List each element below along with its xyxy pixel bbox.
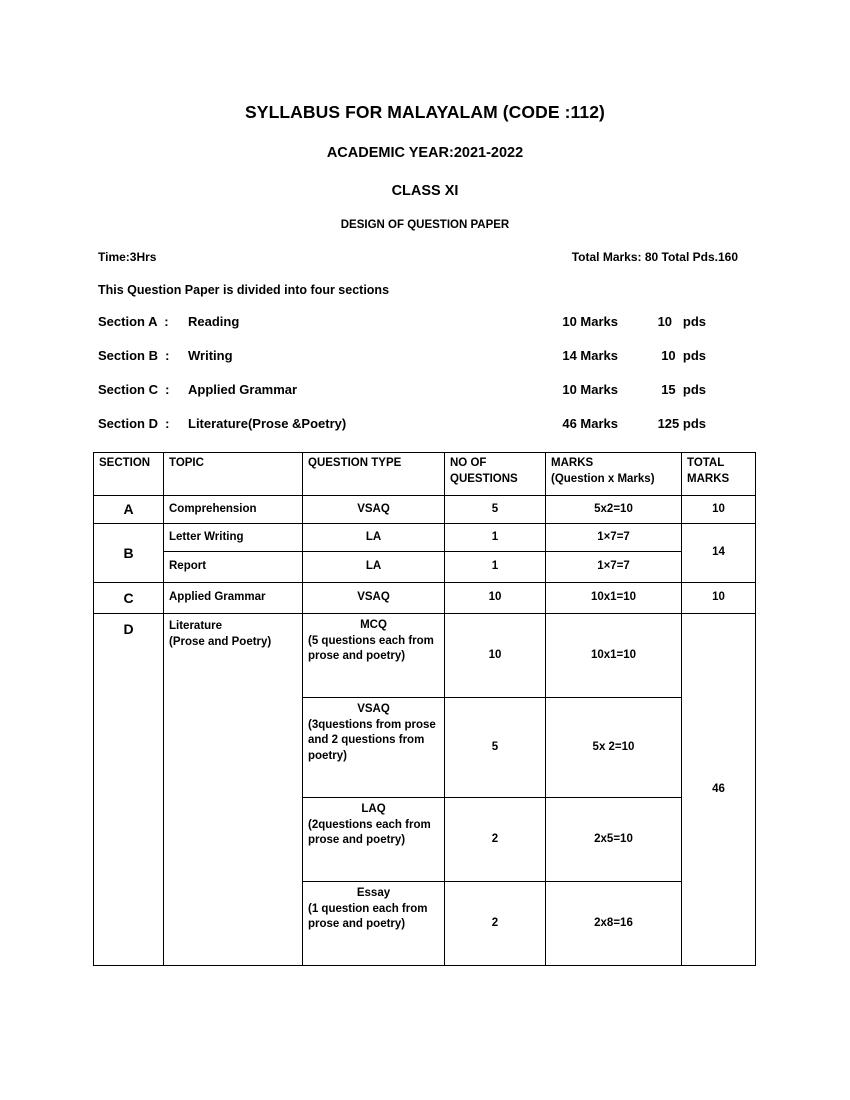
section-marks: 46 Marks: [562, 416, 618, 431]
cell-no-of-questions: 5: [445, 698, 546, 798]
header-question-type: QUESTION TYPE: [303, 453, 445, 496]
question-type-name: Essay: [356, 887, 391, 899]
section-topic: Reading: [188, 314, 240, 329]
cell-marks: 1×7=7: [546, 552, 682, 583]
cell-topic-line2: (Prose and Poetry): [169, 635, 272, 648]
cell-section: B: [94, 524, 164, 583]
question-type-name: VSAQ: [357, 703, 390, 715]
cell-topic-line1: Literature: [169, 620, 223, 632]
section-summary-item: [98, 348, 708, 382]
cell-section: D: [94, 614, 164, 966]
cell-question-type: VSAQ: [303, 583, 445, 614]
question-type-description: (5 questions each from prose and poetry): [308, 634, 434, 663]
section-summary-item: [98, 382, 708, 416]
cell-question-type: [303, 614, 445, 698]
time-label: Time:3Hrs: [98, 250, 157, 264]
cell-topic: Report: [164, 552, 303, 583]
header-no-of-questions-line2: QUESTIONS: [450, 472, 518, 485]
header-marks-line2: (Question x Marks): [551, 472, 655, 485]
question-type-description: (2questions each from prose and poetry): [308, 818, 431, 847]
table-row: [94, 496, 756, 524]
section-summary-item: [98, 314, 708, 348]
table-row: [94, 614, 756, 698]
section-summary-item: [98, 416, 708, 450]
section-topic: Literature(Prose &Poetry): [188, 416, 347, 431]
section-label: Section C :: [98, 382, 170, 397]
cell-question-type: LA: [303, 552, 445, 583]
cell-topic: Letter Writing: [164, 524, 303, 552]
section-periods: 10 pds: [661, 348, 706, 363]
section-label: Section D :: [98, 416, 170, 431]
class-heading: CLASS XI: [391, 183, 459, 199]
cell-no-of-questions: 10: [445, 614, 546, 698]
section-label: Section B :: [98, 348, 170, 363]
cell-no-of-questions: 10: [445, 583, 546, 614]
cell-total-marks: 10: [682, 496, 756, 524]
header-topic: TOPIC: [164, 453, 303, 496]
header-total-line1: TOTAL: [687, 457, 725, 469]
section-summary-list: [98, 314, 708, 450]
total-marks-label: Total Marks: 80 Total Pds.160: [571, 250, 738, 264]
table-header-row: [94, 453, 756, 496]
section-periods: 125 pds: [657, 416, 706, 431]
cell-total-marks: 10: [682, 583, 756, 614]
question-type-name: MCQ: [360, 619, 387, 631]
cell-section: C: [94, 583, 164, 614]
cell-total-marks: 46: [682, 614, 756, 966]
cell-marks: 5x2=10: [546, 496, 682, 524]
design-of-question-paper-table: [93, 452, 756, 966]
section-periods: 15 pds: [661, 382, 706, 397]
question-type-name: LAQ: [361, 803, 386, 815]
header-no-of-questions-line1: NO OF: [450, 457, 487, 469]
section-periods: 10 pds: [657, 314, 706, 329]
question-type-description: (1 question each from prose and poetry): [308, 902, 428, 931]
section-marks: 14 Marks: [562, 348, 618, 363]
cell-no-of-questions: 1: [445, 524, 546, 552]
section-marks: 10 Marks: [562, 382, 618, 397]
intro-text: This Question Paper is divided into four sections: [98, 283, 390, 297]
header-section: SECTION: [94, 453, 164, 496]
cell-section: A: [94, 496, 164, 524]
document-subtitle: DESIGN OF QUESTION PAPER: [340, 219, 510, 231]
cell-no-of-questions: 1: [445, 552, 546, 583]
academic-year-heading: ACADEMIC YEAR:2021-2022: [326, 145, 524, 161]
header-total-line2: MARKS: [687, 472, 730, 485]
cell-question-type: [303, 882, 445, 966]
cell-question-type: VSAQ: [303, 496, 445, 524]
section-topic: Writing: [188, 348, 233, 363]
cell-no-of-questions: 5: [445, 496, 546, 524]
cell-topic: [164, 614, 303, 966]
header-no-of-questions: [445, 453, 546, 496]
table-row: [94, 524, 756, 552]
cell-no-of-questions: 2: [445, 798, 546, 882]
header-marks: [546, 453, 682, 496]
cell-marks: 1×7=7: [546, 524, 682, 552]
question-type-description: (3questions from prose and 2 questions from poetry): [308, 718, 436, 762]
section-topic: Applied Grammar: [188, 382, 298, 397]
cell-topic: Applied Grammar: [164, 583, 303, 614]
header-marks-line1: MARKS: [551, 457, 594, 469]
cell-topic: Comprehension: [164, 496, 303, 524]
table-row: [94, 583, 756, 614]
cell-marks: 10x1=10: [546, 583, 682, 614]
exam-meta-row: [98, 250, 738, 264]
cell-marks: 5x 2=10: [546, 698, 682, 798]
cell-total-marks: 14: [682, 524, 756, 583]
page-title: SYLLABUS FOR MALAYALAM (CODE :112): [245, 102, 605, 122]
header-total-marks: [682, 453, 756, 496]
section-label: Section A :: [98, 314, 169, 329]
cell-marks: 2x8=16: [546, 882, 682, 966]
cell-marks: 2x5=10: [546, 798, 682, 882]
section-marks: 10 Marks: [562, 314, 618, 329]
cell-marks: 10x1=10: [546, 614, 682, 698]
cell-no-of-questions: 2: [445, 882, 546, 966]
cell-question-type: LA: [303, 524, 445, 552]
cell-question-type: [303, 798, 445, 882]
cell-question-type: [303, 698, 445, 798]
table-row: [94, 552, 756, 583]
